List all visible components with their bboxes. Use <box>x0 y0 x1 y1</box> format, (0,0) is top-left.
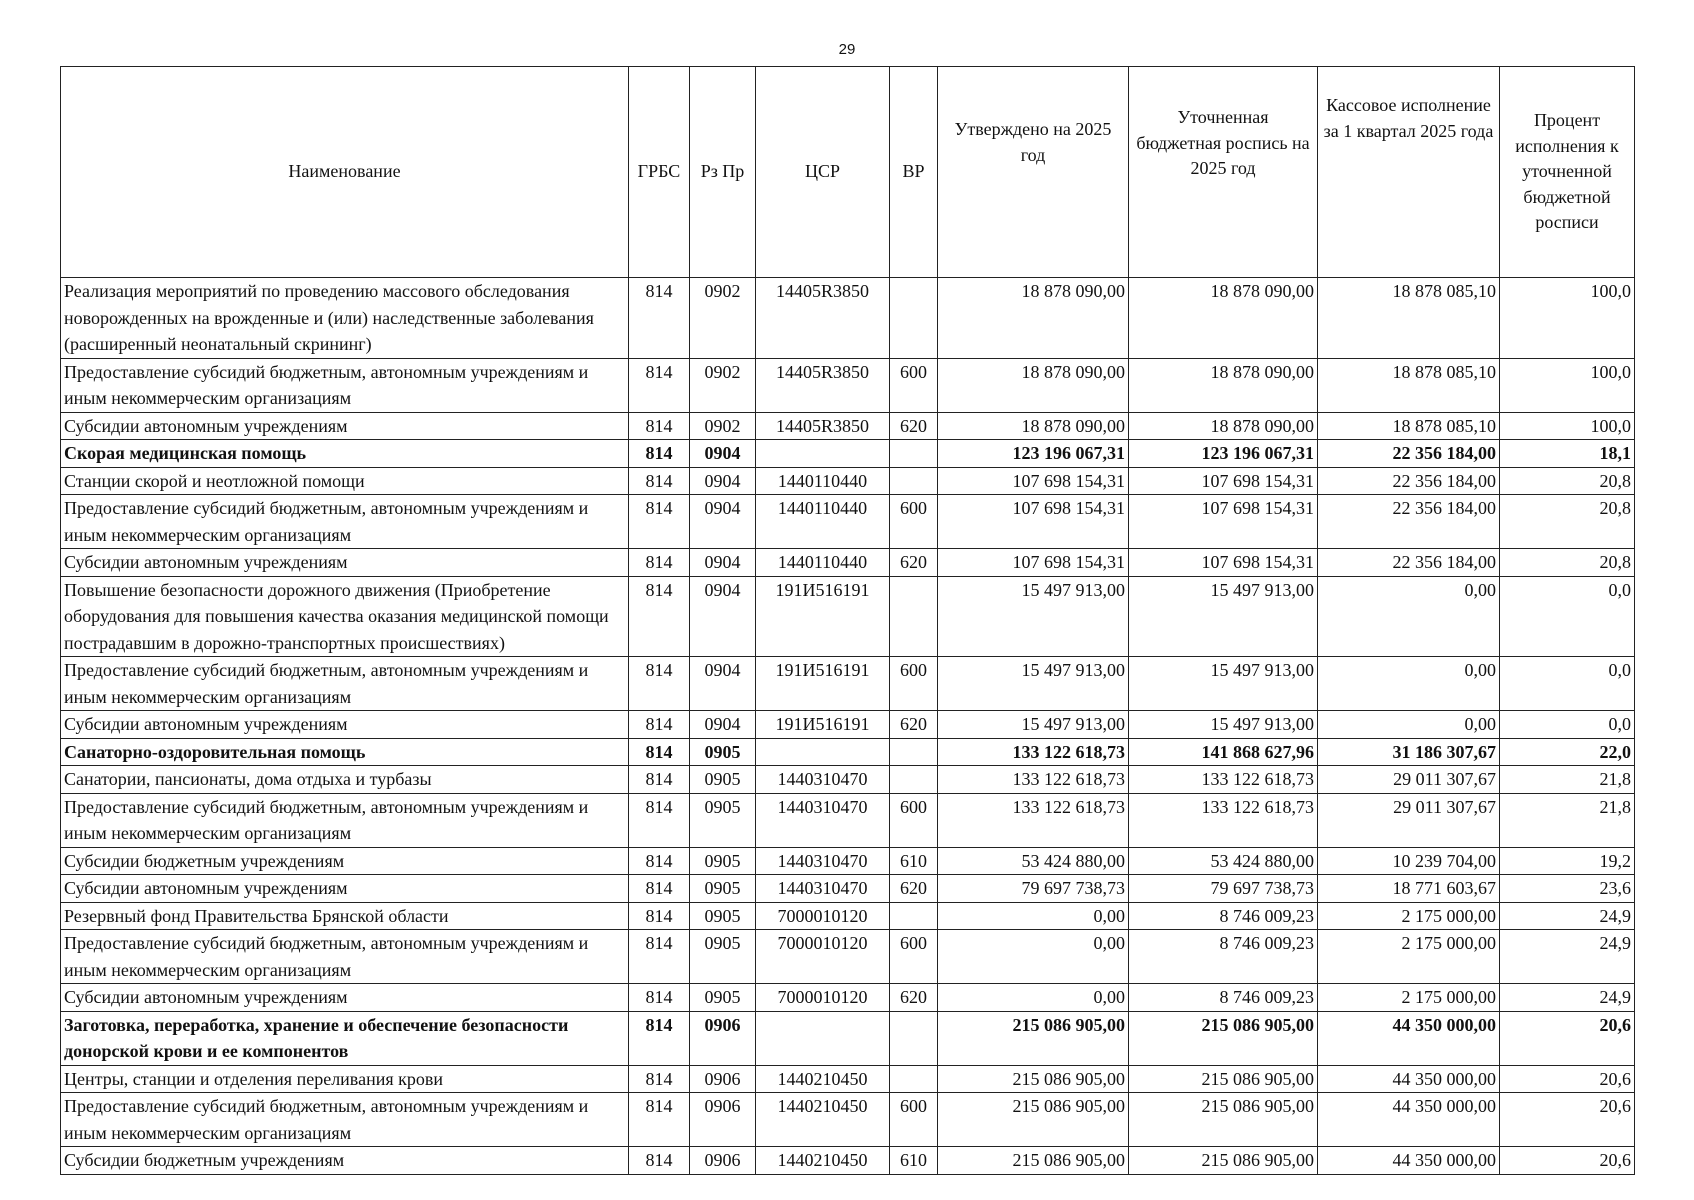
cell-vr: 620 <box>890 711 938 739</box>
cell-rzpr: 0906 <box>690 1147 756 1175</box>
cell-rzpr: 0905 <box>690 793 756 847</box>
cell-refined: 141 868 627,96 <box>1129 738 1318 766</box>
cell-refined: 8 746 009,23 <box>1129 984 1318 1012</box>
column-header-csr: ЦСР <box>756 67 890 278</box>
cell-cash: 2 175 000,00 <box>1318 930 1500 984</box>
cell-rzpr: 0904 <box>690 495 756 549</box>
cell-rzpr: 0902 <box>690 358 756 412</box>
table-row <box>61 930 1635 984</box>
cell-vr: 600 <box>890 495 938 549</box>
table-row <box>61 1011 1635 1065</box>
cell-approved: 123 196 067,31 <box>938 440 1129 468</box>
cell-name: Резервный фонд Правительства Брянской области <box>61 902 629 930</box>
cell-refined: 79 697 738,73 <box>1129 875 1318 903</box>
cell-grbs: 814 <box>629 576 690 657</box>
cell-vr <box>890 467 938 495</box>
cell-refined: 215 086 905,00 <box>1129 1011 1318 1065</box>
cell-percent: 21,8 <box>1500 793 1635 847</box>
column-header-vr: ВР <box>890 67 938 278</box>
cell-vr <box>890 440 938 468</box>
table-row <box>61 467 1635 495</box>
cell-percent: 24,9 <box>1500 930 1635 984</box>
cell-refined: 215 086 905,00 <box>1129 1065 1318 1093</box>
cell-percent: 23,6 <box>1500 875 1635 903</box>
cell-refined: 107 698 154,31 <box>1129 467 1318 495</box>
cell-refined: 18 878 090,00 <box>1129 278 1318 359</box>
column-header-approved: Утверждено на 2025 год <box>938 67 1129 278</box>
cell-refined: 53 424 880,00 <box>1129 847 1318 875</box>
cell-percent: 24,9 <box>1500 984 1635 1012</box>
cell-vr: 600 <box>890 657 938 711</box>
cell-approved: 18 878 090,00 <box>938 412 1129 440</box>
cell-refined: 15 497 913,00 <box>1129 657 1318 711</box>
cell-csr <box>756 738 890 766</box>
cell-grbs: 814 <box>629 657 690 711</box>
table-row <box>61 657 1635 711</box>
cell-csr: 1440110440 <box>756 467 890 495</box>
cell-cash: 18 878 085,10 <box>1318 278 1500 359</box>
cell-csr: 1440310470 <box>756 793 890 847</box>
cell-name: Реализация мероприятий по проведению массового обследования новорожденных на врожденные и (или) наследственные заболевания (расширенный неонатальный скрининг) <box>61 278 629 359</box>
cell-cash: 44 350 000,00 <box>1318 1065 1500 1093</box>
cell-vr: 620 <box>890 549 938 577</box>
cell-vr: 600 <box>890 1093 938 1147</box>
cell-cash: 44 350 000,00 <box>1318 1011 1500 1065</box>
cell-csr <box>756 1011 890 1065</box>
cell-grbs: 814 <box>629 1065 690 1093</box>
cell-name: Предоставление субсидий бюджетным, автономным учреждениям и иным некоммерческим организациям <box>61 793 629 847</box>
cell-csr: 1440310470 <box>756 766 890 794</box>
cell-approved: 79 697 738,73 <box>938 875 1129 903</box>
cell-vr: 620 <box>890 875 938 903</box>
cell-csr: 14405R3850 <box>756 412 890 440</box>
cell-csr: 191И516191 <box>756 711 890 739</box>
cell-csr: 7000010120 <box>756 930 890 984</box>
cell-csr: 1440110440 <box>756 495 890 549</box>
cell-approved: 0,00 <box>938 930 1129 984</box>
cell-rzpr: 0905 <box>690 984 756 1012</box>
cell-cash: 29 011 307,67 <box>1318 793 1500 847</box>
cell-approved: 18 878 090,00 <box>938 358 1129 412</box>
cell-cash: 10 239 704,00 <box>1318 847 1500 875</box>
table-row <box>61 902 1635 930</box>
cell-grbs: 814 <box>629 875 690 903</box>
cell-rzpr: 0904 <box>690 467 756 495</box>
cell-refined: 18 878 090,00 <box>1129 412 1318 440</box>
cell-rzpr: 0904 <box>690 711 756 739</box>
cell-name: Центры, станции и отделения переливания крови <box>61 1065 629 1093</box>
cell-vr <box>890 1011 938 1065</box>
table-row <box>61 549 1635 577</box>
cell-grbs: 814 <box>629 902 690 930</box>
cell-csr: 14405R3850 <box>756 278 890 359</box>
cell-rzpr: 0904 <box>690 549 756 577</box>
cell-cash: 29 011 307,67 <box>1318 766 1500 794</box>
cell-percent: 20,8 <box>1500 467 1635 495</box>
cell-rzpr: 0902 <box>690 278 756 359</box>
table-row <box>61 412 1635 440</box>
cell-percent: 20,6 <box>1500 1147 1635 1175</box>
cell-approved: 0,00 <box>938 902 1129 930</box>
column-header-rzpr: Рз Пр <box>690 67 756 278</box>
cell-approved: 133 122 618,73 <box>938 738 1129 766</box>
cell-vr: 600 <box>890 793 938 847</box>
cell-percent: 20,8 <box>1500 495 1635 549</box>
cell-name: Предоставление субсидий бюджетным, автономным учреждениям и иным некоммерческим организациям <box>61 657 629 711</box>
cell-grbs: 814 <box>629 412 690 440</box>
table-row <box>61 1065 1635 1093</box>
cell-rzpr: 0902 <box>690 412 756 440</box>
cell-name: Субсидии автономным учреждениям <box>61 984 629 1012</box>
cell-csr: 1440310470 <box>756 847 890 875</box>
cell-grbs: 814 <box>629 358 690 412</box>
cell-csr: 1440210450 <box>756 1147 890 1175</box>
cell-grbs: 814 <box>629 738 690 766</box>
cell-refined: 123 196 067,31 <box>1129 440 1318 468</box>
cell-grbs: 814 <box>629 1147 690 1175</box>
cell-name: Предоставление субсидий бюджетным, автономным учреждениям и иным некоммерческим организациям <box>61 1093 629 1147</box>
cell-vr: 600 <box>890 930 938 984</box>
cell-grbs: 814 <box>629 440 690 468</box>
cell-refined: 133 122 618,73 <box>1129 793 1318 847</box>
cell-grbs: 814 <box>629 278 690 359</box>
cell-refined: 133 122 618,73 <box>1129 766 1318 794</box>
cell-name: Заготовка, переработка, хранение и обеспечение безопасности донорской крови и ее компонентов <box>61 1011 629 1065</box>
cell-cash: 0,00 <box>1318 657 1500 711</box>
cell-cash: 18 878 085,10 <box>1318 412 1500 440</box>
cell-name: Субсидии бюджетным учреждениям <box>61 847 629 875</box>
table-row <box>61 358 1635 412</box>
cell-vr: 620 <box>890 412 938 440</box>
cell-vr <box>890 766 938 794</box>
cell-csr: 191И516191 <box>756 576 890 657</box>
cell-refined: 215 086 905,00 <box>1129 1093 1318 1147</box>
cell-cash: 22 356 184,00 <box>1318 440 1500 468</box>
cell-csr: 14405R3850 <box>756 358 890 412</box>
cell-name: Предоставление субсидий бюджетным, автономным учреждениям и иным некоммерческим организациям <box>61 495 629 549</box>
cell-approved: 133 122 618,73 <box>938 766 1129 794</box>
cell-csr: 191И516191 <box>756 657 890 711</box>
cell-approved: 15 497 913,00 <box>938 576 1129 657</box>
cell-approved: 215 086 905,00 <box>938 1011 1129 1065</box>
cell-refined: 107 698 154,31 <box>1129 549 1318 577</box>
cell-vr: 600 <box>890 358 938 412</box>
cell-name: Повышение безопасности дорожного движения (Приобретение оборудования для повышения качества оказания медицинской помощи пострадавшим в дорожно-транспортных происшествиях) <box>61 576 629 657</box>
cell-grbs: 814 <box>629 1093 690 1147</box>
table-row <box>61 576 1635 657</box>
cell-cash: 22 356 184,00 <box>1318 549 1500 577</box>
cell-cash: 22 356 184,00 <box>1318 467 1500 495</box>
table-row <box>61 847 1635 875</box>
table-row <box>61 1147 1635 1175</box>
cell-name: Субсидии автономным учреждениям <box>61 875 629 903</box>
column-header-refined: Уточненная бюджетная роспись на 2025 год <box>1129 67 1318 278</box>
cell-rzpr: 0906 <box>690 1093 756 1147</box>
cell-approved: 107 698 154,31 <box>938 549 1129 577</box>
cell-percent: 100,0 <box>1500 278 1635 359</box>
cell-name: Станции скорой и неотложной помощи <box>61 467 629 495</box>
table-row <box>61 738 1635 766</box>
cell-percent: 21,8 <box>1500 766 1635 794</box>
cell-vr <box>890 738 938 766</box>
cell-percent: 19,2 <box>1500 847 1635 875</box>
cell-name: Скорая медицинская помощь <box>61 440 629 468</box>
cell-csr: 1440310470 <box>756 875 890 903</box>
cell-refined: 107 698 154,31 <box>1129 495 1318 549</box>
table-header-row <box>61 67 1635 278</box>
cell-csr: 1440110440 <box>756 549 890 577</box>
cell-approved: 215 086 905,00 <box>938 1093 1129 1147</box>
cell-percent: 0,0 <box>1500 576 1635 657</box>
cell-refined: 18 878 090,00 <box>1129 358 1318 412</box>
cell-rzpr: 0905 <box>690 847 756 875</box>
cell-name: Субсидии бюджетным учреждениям <box>61 1147 629 1175</box>
table-body <box>61 278 1635 1175</box>
cell-cash: 0,00 <box>1318 711 1500 739</box>
cell-vr <box>890 576 938 657</box>
cell-name: Предоставление субсидий бюджетным, автономным учреждениям и иным некоммерческим организациям <box>61 358 629 412</box>
cell-csr: 1440210450 <box>756 1093 890 1147</box>
cell-rzpr: 0905 <box>690 930 756 984</box>
cell-cash: 18 771 603,67 <box>1318 875 1500 903</box>
budget-execution-table <box>60 66 1635 1175</box>
cell-cash: 2 175 000,00 <box>1318 984 1500 1012</box>
cell-csr: 7000010120 <box>756 984 890 1012</box>
column-header-name: Наименование <box>61 67 629 278</box>
cell-name: Предоставление субсидий бюджетным, автономным учреждениям и иным некоммерческим организациям <box>61 930 629 984</box>
column-header-grbs: ГРБС <box>629 67 690 278</box>
cell-rzpr: 0904 <box>690 440 756 468</box>
table-row <box>61 984 1635 1012</box>
cell-grbs: 814 <box>629 793 690 847</box>
cell-csr <box>756 440 890 468</box>
cell-name: Субсидии автономным учреждениям <box>61 711 629 739</box>
table-row <box>61 711 1635 739</box>
cell-percent: 0,0 <box>1500 657 1635 711</box>
cell-rzpr: 0904 <box>690 576 756 657</box>
cell-rzpr: 0905 <box>690 875 756 903</box>
cell-percent: 18,1 <box>1500 440 1635 468</box>
cell-cash: 2 175 000,00 <box>1318 902 1500 930</box>
cell-cash: 22 356 184,00 <box>1318 495 1500 549</box>
cell-percent: 100,0 <box>1500 358 1635 412</box>
cell-cash: 0,00 <box>1318 576 1500 657</box>
cell-percent: 20,6 <box>1500 1093 1635 1147</box>
page-number: 29 <box>838 41 856 58</box>
cell-grbs: 814 <box>629 549 690 577</box>
cell-approved: 133 122 618,73 <box>938 793 1129 847</box>
cell-approved: 215 086 905,00 <box>938 1147 1129 1175</box>
column-header-cash: Кассовое исполнение за 1 квартал 2025 года <box>1318 67 1500 278</box>
cell-grbs: 814 <box>629 467 690 495</box>
cell-approved: 53 424 880,00 <box>938 847 1129 875</box>
table-row <box>61 278 1635 359</box>
cell-grbs: 814 <box>629 930 690 984</box>
cell-grbs: 814 <box>629 766 690 794</box>
cell-refined: 8 746 009,23 <box>1129 902 1318 930</box>
cell-cash: 31 186 307,67 <box>1318 738 1500 766</box>
cell-name: Субсидии автономным учреждениям <box>61 412 629 440</box>
cell-name: Санатории, пансионаты, дома отдыха и турбазы <box>61 766 629 794</box>
cell-csr: 1440210450 <box>756 1065 890 1093</box>
cell-rzpr: 0905 <box>690 902 756 930</box>
cell-percent: 20,8 <box>1500 549 1635 577</box>
cell-cash: 18 878 085,10 <box>1318 358 1500 412</box>
cell-rzpr: 0904 <box>690 657 756 711</box>
cell-rzpr: 0905 <box>690 738 756 766</box>
cell-name: Субсидии автономным учреждениям <box>61 549 629 577</box>
cell-percent: 24,9 <box>1500 902 1635 930</box>
cell-approved: 107 698 154,31 <box>938 467 1129 495</box>
cell-vr <box>890 278 938 359</box>
cell-refined: 15 497 913,00 <box>1129 576 1318 657</box>
table-row <box>61 766 1635 794</box>
cell-vr <box>890 1065 938 1093</box>
cell-grbs: 814 <box>629 847 690 875</box>
cell-name: Санаторно-оздоровительная помощь <box>61 738 629 766</box>
cell-refined: 15 497 913,00 <box>1129 711 1318 739</box>
cell-approved: 0,00 <box>938 984 1129 1012</box>
cell-grbs: 814 <box>629 711 690 739</box>
cell-vr <box>890 902 938 930</box>
cell-vr: 610 <box>890 1147 938 1175</box>
cell-rzpr: 0906 <box>690 1011 756 1065</box>
table-row <box>61 1093 1635 1147</box>
cell-approved: 15 497 913,00 <box>938 711 1129 739</box>
cell-refined: 8 746 009,23 <box>1129 930 1318 984</box>
cell-approved: 107 698 154,31 <box>938 495 1129 549</box>
cell-percent: 100,0 <box>1500 412 1635 440</box>
cell-refined: 215 086 905,00 <box>1129 1147 1318 1175</box>
cell-cash: 44 350 000,00 <box>1318 1147 1500 1175</box>
cell-approved: 18 878 090,00 <box>938 278 1129 359</box>
cell-vr: 610 <box>890 847 938 875</box>
table-row <box>61 440 1635 468</box>
cell-rzpr: 0905 <box>690 766 756 794</box>
column-header-percent: Процент исполнения к уточненной бюджетной росписи <box>1500 67 1635 278</box>
table-row <box>61 495 1635 549</box>
table-row <box>61 793 1635 847</box>
cell-percent: 20,6 <box>1500 1065 1635 1093</box>
cell-percent: 20,6 <box>1500 1011 1635 1065</box>
cell-csr: 7000010120 <box>756 902 890 930</box>
cell-approved: 215 086 905,00 <box>938 1065 1129 1093</box>
cell-percent: 0,0 <box>1500 711 1635 739</box>
cell-rzpr: 0906 <box>690 1065 756 1093</box>
cell-vr: 620 <box>890 984 938 1012</box>
cell-percent: 22,0 <box>1500 738 1635 766</box>
cell-grbs: 814 <box>629 1011 690 1065</box>
cell-cash: 44 350 000,00 <box>1318 1093 1500 1147</box>
cell-approved: 15 497 913,00 <box>938 657 1129 711</box>
cell-grbs: 814 <box>629 495 690 549</box>
cell-grbs: 814 <box>629 984 690 1012</box>
table-row <box>61 875 1635 903</box>
